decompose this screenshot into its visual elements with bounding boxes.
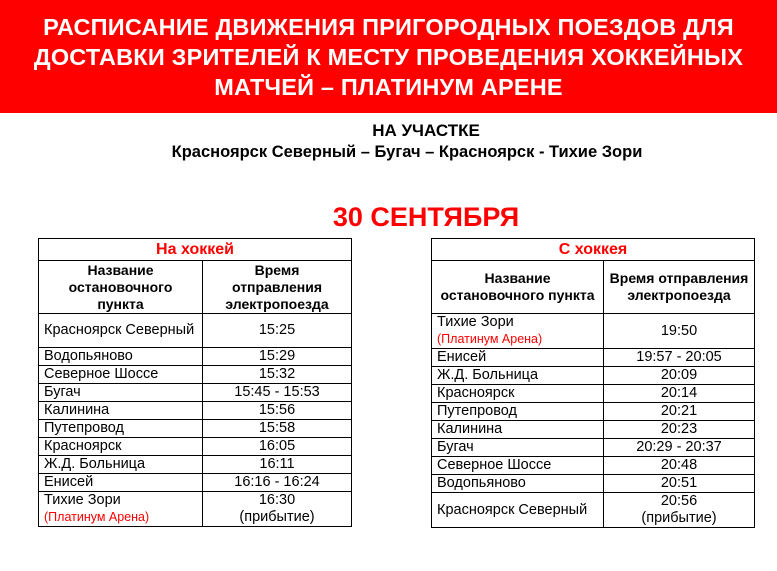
departure-time: 20:48	[660, 457, 698, 473]
departure-time: 20:51	[660, 475, 698, 491]
time-cell	[203, 348, 352, 366]
stop-name: Северное Шоссе	[44, 366, 159, 382]
table-row	[39, 420, 352, 438]
stop-cell	[432, 457, 604, 475]
column-header-stop: Название остановочного пункта	[39, 261, 203, 314]
stop-name: Водопьяново	[44, 348, 133, 364]
table-row	[432, 403, 755, 421]
banner-title-line: ДОСТАВКИ ЗРИТЕЛЕЙ К МЕСТУ ПРОВЕДЕНИЯ ХОККЕЙНЫХ	[33, 43, 744, 70]
departure-time: 15:45 - 15:53	[234, 384, 320, 400]
table-row	[432, 475, 755, 493]
time-cell	[203, 438, 352, 456]
title-banner	[0, 0, 777, 113]
stop-name: Красноярск Северный	[437, 501, 588, 518]
stop-cell	[39, 384, 203, 402]
stop-cell	[39, 492, 203, 527]
departure-time: 20:21	[660, 403, 698, 419]
column-header-stop: Название остановочного пункта	[432, 261, 604, 314]
stop-cell	[432, 385, 604, 403]
stop-name: Тихие Зори	[44, 492, 121, 508]
departure-time: 19:50	[660, 322, 698, 339]
table-row	[39, 402, 352, 420]
section-label: НА УЧАСТКЕ	[372, 121, 480, 140]
table-row	[39, 314, 352, 348]
stop-cell	[39, 474, 203, 492]
time-cell	[203, 366, 352, 384]
stop-cell	[39, 348, 203, 366]
time-cell	[203, 456, 352, 474]
time-cell	[604, 349, 755, 367]
table-title: С хоккея	[432, 239, 755, 261]
table-row	[432, 421, 755, 439]
table-row	[39, 492, 352, 527]
stop-cell	[432, 314, 604, 349]
banner-title-line: МАТЧЕЙ – ПЛАТИНУМ АРЕНЕ	[214, 73, 563, 100]
stop-cell	[432, 475, 604, 493]
banner-title	[9, 12, 769, 102]
stop-name: Ж.Д. Больница	[437, 367, 539, 383]
arrival-note: (прибытие)	[641, 510, 717, 526]
stop-name: Путепровод	[44, 420, 124, 436]
departure-time: 15:56	[258, 402, 296, 418]
departure-time: 15:32	[258, 366, 296, 382]
departure-time: 20:23	[660, 421, 698, 437]
stop-cell	[432, 349, 604, 367]
stop-cell	[39, 438, 203, 456]
stop-name: Тихие Зори	[437, 314, 514, 330]
time-cell	[604, 367, 755, 385]
table-row	[432, 385, 755, 403]
time-cell	[604, 314, 755, 349]
table-body	[39, 314, 352, 527]
schedule-date: 30 СЕНТЯБРЯ	[332, 202, 520, 232]
column-header-time: Время отправления электропоезда	[203, 261, 352, 314]
banner-title-line: РАСПИСАНИЕ ДВИЖЕНИЯ ПРИГОРОДНЫХ ПОЕЗДОВ ДЛЯ	[43, 13, 734, 40]
table-row	[432, 493, 755, 528]
time-cell	[604, 421, 755, 439]
time-cell	[604, 457, 755, 475]
stop-cell	[432, 367, 604, 385]
stop-cell	[432, 439, 604, 457]
time-cell	[203, 314, 352, 348]
time-cell	[604, 439, 755, 457]
time-cell	[203, 402, 352, 420]
departure-time: 19:57 - 20:05	[636, 349, 722, 365]
departure-time: 20:09	[660, 367, 698, 383]
stop-cell	[39, 420, 203, 438]
stop-name: Калинина	[437, 421, 503, 437]
stop-name: Красноярск	[44, 438, 122, 454]
table-body	[432, 314, 755, 528]
stop-name: Енисей	[44, 474, 94, 490]
column-header-time: Время отправления электропоезда	[604, 261, 755, 314]
table-row	[432, 367, 755, 385]
departure-time: 20:29 - 20:37	[636, 439, 722, 455]
stop-name: Енисей	[437, 349, 487, 365]
time-cell	[203, 384, 352, 402]
schedule-table-from-hockey	[431, 238, 755, 528]
departure-time: 16:05	[258, 438, 296, 454]
time-cell	[604, 493, 755, 528]
stop-subtitle: (Платинум Арена)	[437, 332, 543, 346]
table-row	[39, 384, 352, 402]
stop-cell	[39, 402, 203, 420]
stop-name: Калинина	[44, 402, 110, 418]
time-cell	[604, 385, 755, 403]
table-row	[39, 438, 352, 456]
stop-cell	[432, 493, 604, 528]
table-row	[39, 348, 352, 366]
departure-time: 15:25	[258, 322, 296, 338]
departure-time: 16:11	[259, 456, 295, 472]
stop-name: Бугач	[44, 384, 81, 400]
route-name: Красноярск Северный – Бугач – Красноярск - Тихие Зори	[171, 143, 643, 161]
time-cell	[203, 492, 352, 527]
departure-time: 20:56	[660, 493, 698, 509]
time-cell	[203, 420, 352, 438]
arrival-note: (прибытие)	[239, 509, 315, 525]
table-row	[432, 439, 755, 457]
time-cell	[604, 403, 755, 421]
departure-time: 16:30	[258, 492, 296, 508]
stop-name: Путепровод	[437, 403, 517, 419]
table-title: На хоккей	[39, 239, 352, 261]
stop-name: Красноярск Северный	[44, 322, 195, 338]
stop-name: Водопьяново	[437, 475, 526, 491]
table-row	[39, 474, 352, 492]
stop-cell	[39, 456, 203, 474]
departure-time: 15:29	[258, 348, 296, 364]
time-cell	[203, 474, 352, 492]
departure-time: 15:58	[258, 420, 296, 436]
table-row	[39, 366, 352, 384]
stop-name: Северное Шоссе	[437, 457, 552, 473]
stop-subtitle: (Платинум Арена)	[44, 510, 150, 524]
stop-name: Ж.Д. Больница	[44, 456, 146, 472]
time-cell	[604, 475, 755, 493]
stop-cell	[39, 314, 203, 348]
departure-time: 20:14	[660, 385, 698, 401]
table-row	[432, 314, 755, 349]
stop-name: Красноярск	[437, 385, 515, 401]
stop-cell	[432, 421, 604, 439]
stop-cell	[39, 366, 203, 384]
stop-cell	[432, 403, 604, 421]
table-row	[432, 457, 755, 475]
table-row	[39, 456, 352, 474]
stop-name: Бугач	[437, 439, 474, 455]
departure-time: 16:16 - 16:24	[234, 474, 320, 490]
schedule-table-to-hockey	[38, 238, 352, 527]
table-row	[432, 349, 755, 367]
